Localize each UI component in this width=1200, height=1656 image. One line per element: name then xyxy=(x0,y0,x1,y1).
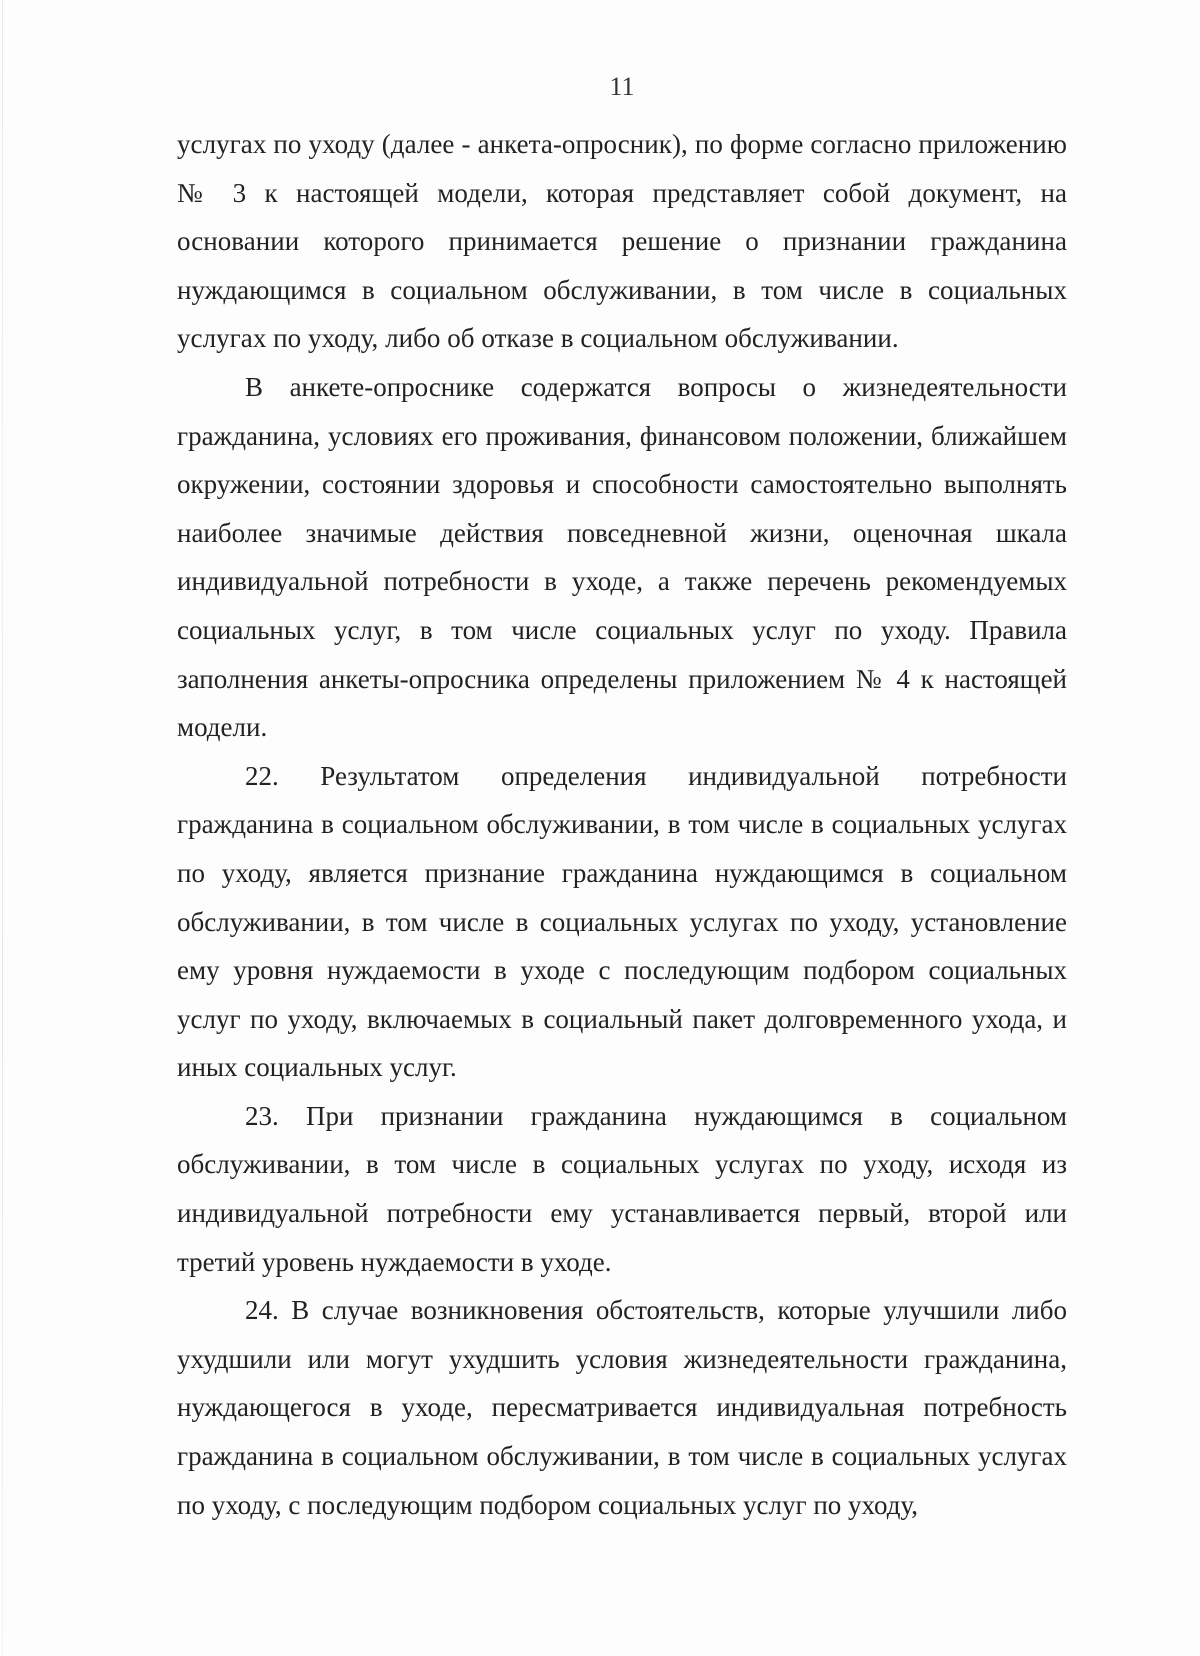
paragraph-24: 24. В случае возникновения обстоятельств, которые улучшили либо ухудшили или могут ухудшить условия жизнедеятельности гражданина, нуждающегося в уходе, пересматривается индивидуальная потребность гражданина в социальном обслуживании, в том числе в социальных услугах по уходу, с последующим подбором социальных услуг по уходу, xyxy=(177,1295,1067,1520)
document-body xyxy=(177,120,1067,1529)
page-number: 11 xyxy=(609,72,635,101)
paragraph-23: 23. При признании гражданина нуждающимся в социальном обслуживании, в том числе в социальных услугах по уходу, исходя из индивидуальной потребности ему устанавливается первый, второй или третий уровень нуждаемости в уходе. xyxy=(177,1100,1067,1277)
paragraph-questionnaire-content: В анкете-опроснике содержатся вопросы о жизнедеятельности гражданина, условиях его проживания, финансовом положении, ближайшем окружении, состоянии здоровья и способности самостоятельно выполнять наиболее значимые действия повседневной жизни, оценочная шкала индивидуальной потребности в уходе, а также перечень рекомендуемых социальных услуг, в том числе социальных услуг по уходу. Правила заполнения анкеты-опросника определены приложением № 4 к настоящей модели. xyxy=(177,371,1067,743)
scan-edge-shadow xyxy=(2,0,3,1656)
paragraph-continuation: услугах по уходу (далее - анкета-опросник), по форме согласно приложению № 3 к настоящей модели, которая представляет собой документ, на основании которого принимается решение о признании гражданина нуждающимся в социальном обслуживании, в том числе в социальных услугах по уходу, либо об отказе в социальном обслуживании. xyxy=(177,129,1067,354)
paragraph-22: 22. Результатом определения индивидуальной потребности гражданина в социальном обслуживании, в том числе в социальных услугах по уходу, является признание гражданина нуждающимся в социальном обслуживании, в том числе в социальных услугах по уходу, установление ему уровня нуждаемости в уходе с последующим подбором социальных услуг по уходу, включаемых в социальный пакет долговременного ухода, и иных социальных услуг. xyxy=(177,760,1067,1083)
